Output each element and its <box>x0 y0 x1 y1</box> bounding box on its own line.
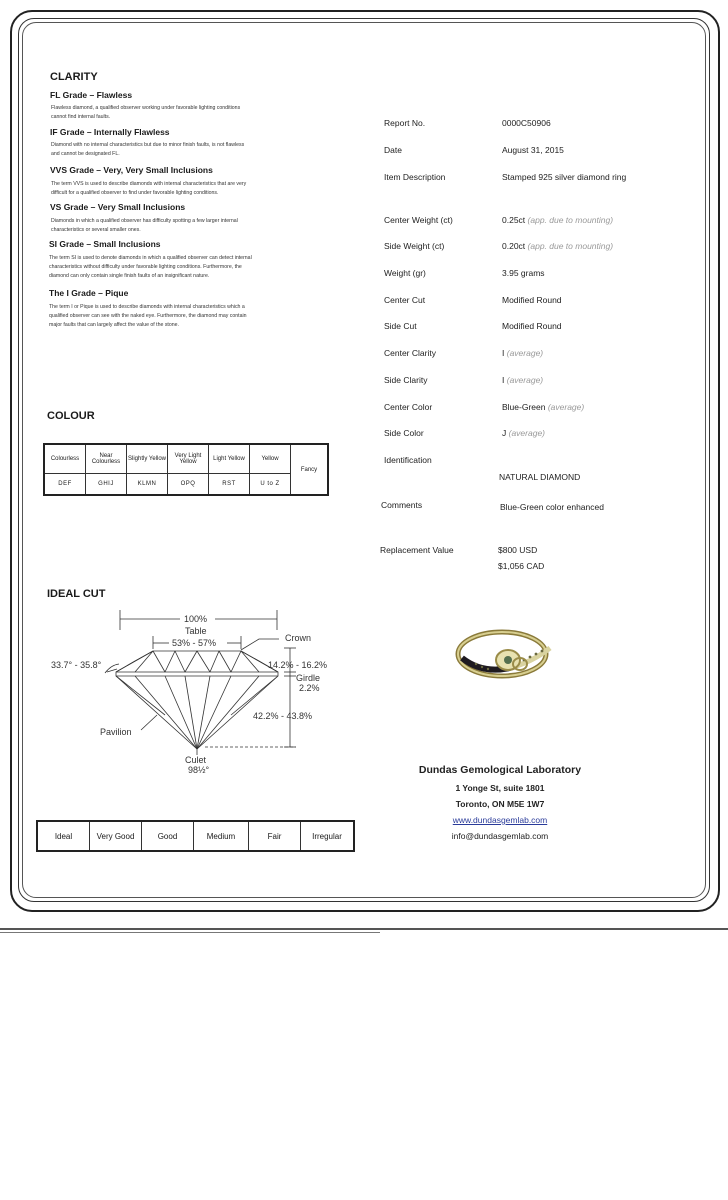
side-cut-label: Side Cut <box>384 321 417 331</box>
ideal-cut-title: IDEAL CUT <box>47 588 106 600</box>
clarity-title: CLARITY <box>50 71 98 83</box>
clarity-grade-vs-title: VS Grade – Very Small Inclusions <box>50 202 186 212</box>
cut-grade-table <box>36 820 355 852</box>
weight-gr-label: Weight (gr) <box>384 268 426 278</box>
lab-name: Dundas Gemological Laboratory <box>418 764 582 776</box>
clarity-grade-vvs-title: VVS Grade – Very, Very Small Inclusions <box>50 165 213 175</box>
center-weight-label: Center Weight (ct) <box>384 215 453 225</box>
cut-grade-good: Good <box>142 821 194 851</box>
center-color-value: Blue-Green (average) <box>502 402 585 412</box>
colour-letters-def: DEF <box>44 474 86 496</box>
report-no-value: 0000C50906 <box>502 118 551 128</box>
replacement-value-usd: $800 USD <box>498 545 538 555</box>
cut-label-table: Table <box>185 626 207 636</box>
lab-address-line1: 1 Yonge St, suite 1801 <box>455 783 545 793</box>
clarity-grade-fl-desc: Flawless diamond, a qualified observer working under favorable lighting conditions cannot find internal faults. <box>51 105 241 120</box>
center-color-label: Center Color <box>384 402 433 412</box>
page-edge-line-2 <box>0 932 380 933</box>
cut-grade-very-good: Very Good <box>90 821 142 851</box>
identification-value: NATURAL DIAMOND <box>499 472 581 482</box>
identification-label: Identification <box>384 455 432 465</box>
side-clarity-label: Side Clarity <box>384 375 428 385</box>
clarity-grade-si-desc: The term SI is used to denote diamonds in which a qualified observer can detect internal characteristics without difficulty under favorable lighting conditions. Furthermore, the diamond can only contain single finish faults of an insignificant nature. <box>49 255 252 279</box>
cut-label-crown-height: 14.2% - 16.2% <box>268 660 328 670</box>
cut-grade-irregular: Irregular <box>301 821 355 851</box>
center-weight-value: 0.25ct (app. due to mounting) <box>502 215 614 225</box>
cut-label-girdle: Girdle <box>296 673 321 683</box>
cut-label-girdle-value: 2.2% <box>299 683 320 693</box>
clarity-grade-if-desc: Diamond with no internal characteristics but due to minor finish faults, is not flawless and cannot be designated FL. <box>51 142 245 157</box>
clarity-grade-si-title: SI Grade – Small Inclusions <box>49 239 161 249</box>
cut-label-width: 100% <box>184 614 208 624</box>
replacement-value-label: Replacement Value <box>380 545 454 555</box>
cut-label-pavilion: Pavilion <box>100 727 132 737</box>
date-label: Date <box>384 145 402 155</box>
colour-letters-u-to-z: U to Z <box>250 474 291 496</box>
center-cut-label: Center Cut <box>384 295 426 305</box>
ideal-cut-diagram <box>45 603 345 783</box>
colour-group-fancy: Fancy <box>291 444 329 495</box>
side-color-label: Side Color <box>384 428 424 438</box>
clarity-grade-fl-title: FL Grade – Flawless <box>50 90 133 100</box>
comments-value: Blue-Green color enhanced <box>500 502 604 512</box>
side-weight-value: 0.20ct (app. due to mounting) <box>502 241 614 251</box>
colour-group-colourless: Colourless <box>44 444 86 474</box>
side-weight-label: Side Weight (ct) <box>384 241 445 251</box>
cut-label-culet-value: 98½° <box>188 765 210 775</box>
page-edge-line <box>0 928 728 930</box>
cut-grade-fair: Fair <box>249 821 301 851</box>
colour-scale-table <box>43 443 329 496</box>
cut-label-pavilion-depth: 42.2% - 43.8% <box>253 711 313 721</box>
center-clarity-value: I (average) <box>502 348 544 358</box>
cut-label-crown-angle: 33.7° - 35.8° <box>51 660 102 670</box>
cut-label-crown: Crown <box>285 633 312 643</box>
side-clarity-value: I (average) <box>502 375 544 385</box>
clarity-grade-i-title: The I Grade – Pique <box>49 288 129 298</box>
center-cut-value: Modified Round <box>502 295 562 305</box>
replacement-value-cad: $1,056 CAD <box>498 561 545 571</box>
weight-gr-value: 3.95 grams <box>502 268 545 278</box>
colour-title: COLOUR <box>47 410 95 422</box>
lab-website-link[interactable]: www.dundasgemlab.com <box>452 815 548 825</box>
cut-label-table-range: 53% - 57% <box>172 638 217 648</box>
clarity-grade-vvs-desc: The term VVS is used to describe diamonds with internal characteristics that are very difficult for a qualified observer to find under favorable lighting conditions. <box>51 181 247 196</box>
cut-grade-ideal: Ideal <box>37 821 90 851</box>
colour-group-yellow: Yellow <box>250 444 291 474</box>
colour-group-near-colourless: Near Colourless <box>86 444 127 474</box>
date-value: August 31, 2015 <box>502 145 564 155</box>
clarity-grade-i-desc: The term I or Pique is used to describe diamonds with internal characteristics which a qualified observer can see with the naked eye. Furthermore, the diamond may contain major faults that can largely affect the value of the stone. <box>49 304 247 328</box>
colour-group-slightly-yellow: Slightly Yellow <box>127 444 168 474</box>
clarity-grade-vs-desc: Diamonds in which a qualified observer has difficulty spotting a few larger internal characteristics or several smaller ones. <box>51 218 238 233</box>
cut-grade-medium: Medium <box>194 821 249 851</box>
side-color-value: J (average) <box>502 428 546 438</box>
center-clarity-label: Center Clarity <box>384 348 436 358</box>
colour-group-light-yellow: Light Yellow <box>209 444 250 474</box>
clarity-grade-if-title: IF Grade – Internally Flawless <box>50 127 170 137</box>
cut-label-culet: Culet <box>185 755 207 765</box>
report-no-label: Report No. <box>384 118 426 128</box>
colour-letters-klmn: KLMN <box>127 474 168 496</box>
item-description-value: Stamped 925 silver diamond ring <box>502 172 627 182</box>
ring-photo <box>452 618 562 690</box>
colour-group-very-light-yellow: Very Light Yellow <box>168 444 209 474</box>
lab-address-line2: Toronto, ON M5E 1W7 <box>455 799 545 809</box>
lab-info <box>400 762 600 844</box>
item-description-label: Item Description <box>384 172 446 182</box>
colour-letters-opq: OPQ <box>168 474 209 496</box>
lab-email[interactable]: info@dundasgemlab.com <box>451 831 549 841</box>
comments-label: Comments <box>381 500 423 510</box>
side-cut-value: Modified Round <box>502 321 562 331</box>
colour-letters-rst: RST <box>209 474 250 496</box>
colour-letters-ghij: GHIJ <box>86 474 127 496</box>
